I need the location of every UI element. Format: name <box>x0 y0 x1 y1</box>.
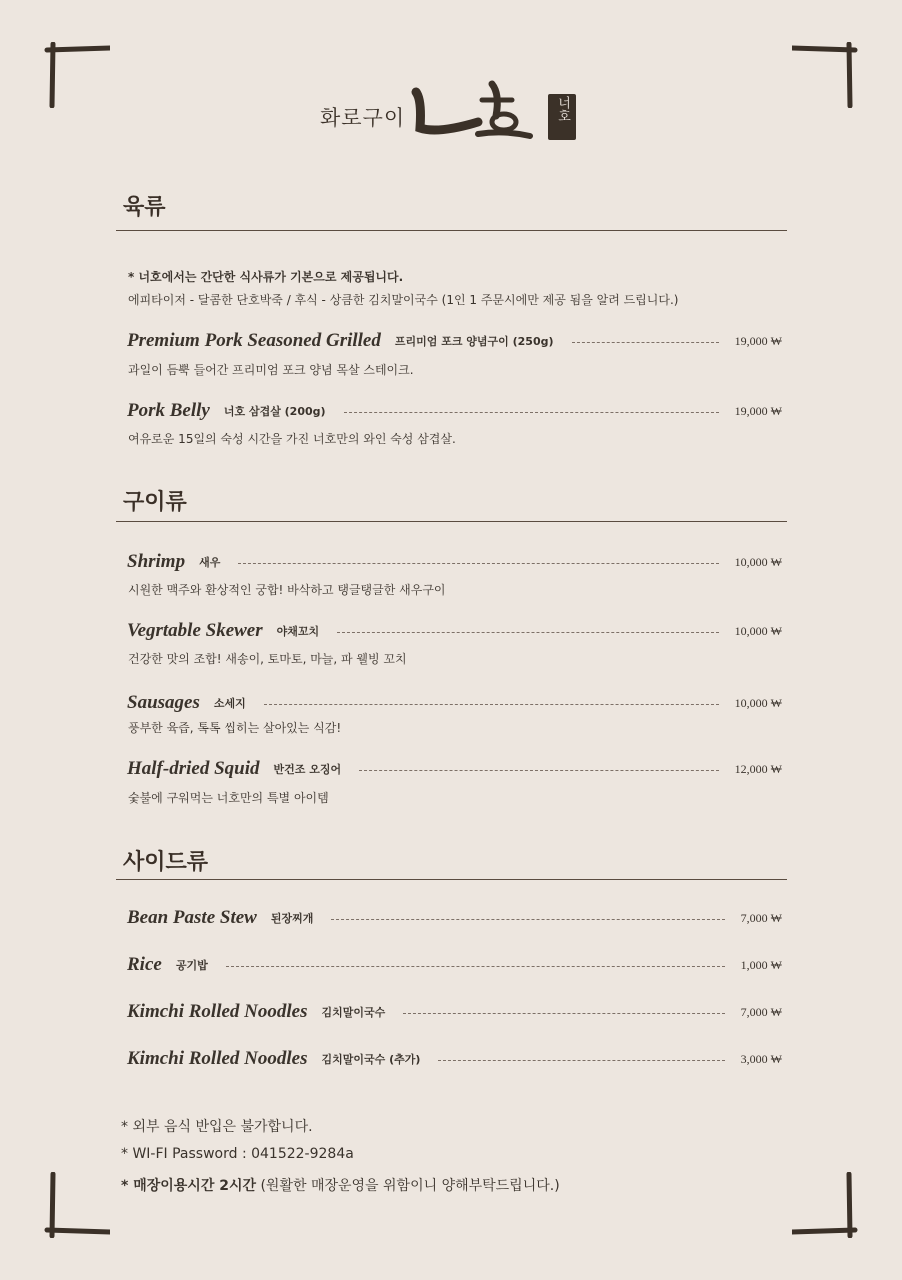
menu-item-name-ko: 너호 삼겹살 (200g) <box>223 405 326 418</box>
corner-bracket-top-right <box>792 42 858 108</box>
corner-bracket-bottom-right <box>792 1172 858 1238</box>
section-title-grill: 구이류 <box>123 490 187 515</box>
logo-seal-text: 너호 <box>555 96 570 122</box>
menu-item-price: 10,000 ₩ <box>734 623 782 638</box>
corner-bracket-bottom-left <box>44 1172 110 1238</box>
dotted-leader <box>403 1013 724 1014</box>
menu-item-price: 3,000 ₩ <box>740 1051 782 1066</box>
logo-prefix-text: 화로구이 <box>320 106 406 130</box>
menu-item-name-en: Shrimp <box>127 551 186 572</box>
menu-item <box>127 759 782 779</box>
menu-item-name-en: Premium Pork Seasoned Grilled <box>127 330 381 351</box>
menu-item-description: 숯불에 구워먹는 너호만의 특별 아이템 <box>128 791 329 805</box>
dotted-leader <box>359 770 719 771</box>
menu-item <box>127 331 782 351</box>
menu-item-name-ko: 프리미엄 포크 양념구이 (250g) <box>394 335 554 348</box>
menu-item-name-en: Rice <box>127 954 162 975</box>
menu-item <box>127 1049 782 1069</box>
footer-note-outside-food: * 외부 음식 반입은 불가합니다. <box>121 1119 313 1135</box>
section-divider <box>116 521 787 522</box>
menu-item-name-ko: 김치말이국수 (추가) <box>321 1053 421 1066</box>
dotted-leader <box>331 919 724 920</box>
menu-item-name-en: Pork Belly <box>127 400 210 421</box>
dotted-leader <box>438 1060 724 1061</box>
section-divider <box>116 230 787 231</box>
meal-included-note: * 너호에서는 간단한 식사류가 기본으로 제공됩니다. <box>128 270 404 284</box>
menu-item <box>127 693 782 713</box>
footer-time-limit-bold: * 매장이용시간 2시간 <box>121 1178 257 1194</box>
logo-seal-stamp <box>548 94 576 140</box>
menu-item-price: 19,000 ₩ <box>734 333 782 348</box>
menu-item <box>127 621 782 641</box>
menu-item-name-ko: 공기밥 <box>175 959 208 972</box>
menu-item-description: 건강한 맛의 조합! 새송이, 토마토, 마늘, 파 웰빙 꼬치 <box>128 652 407 666</box>
footer-time-limit-rest: (원활한 매장운영을 위함이니 양해부탁드립니다.) <box>256 1178 560 1194</box>
dotted-leader <box>344 412 719 413</box>
menu-item-price: 10,000 ₩ <box>734 554 782 569</box>
menu-item-name-ko: 김치말이국수 <box>321 1006 386 1019</box>
section-divider <box>116 879 787 880</box>
menu-item-name-en: Vegrtable Skewer <box>127 620 263 641</box>
menu-item-name-ko: 반건조 오징어 <box>273 763 342 776</box>
dotted-leader <box>238 563 718 564</box>
menu-item-price: 7,000 ₩ <box>740 1004 782 1019</box>
menu-item-name-en: Kimchi Rolled Noodles <box>127 1001 308 1022</box>
meal-included-detail: 에피타이저 - 달콤한 단호박죽 / 후식 - 상큼한 김치말이국수 (1인 1 주문시에만 제공 됨을 알려 드립니다.) <box>128 293 679 307</box>
menu-item <box>127 1002 782 1022</box>
menu-item-description: 과일이 듬뿍 들어간 프리미엄 포크 양념 목살 스테이크. <box>128 363 414 377</box>
menu-item <box>127 908 782 928</box>
dotted-leader <box>572 342 719 343</box>
menu-item-description: 시원한 맥주와 환상적인 궁합! 바삭하고 탱글탱글한 새우구이 <box>128 583 446 597</box>
menu-item-price: 19,000 ₩ <box>734 403 782 418</box>
section-title-meat: 육류 <box>123 195 166 220</box>
menu-item-description: 풍부한 육즙, 톡톡 씹히는 살아있는 식감! <box>128 721 342 735</box>
menu-item-price: 7,000 ₩ <box>740 910 782 925</box>
corner-bracket-top-left <box>44 42 110 108</box>
menu-item-name-en: Kimchi Rolled Noodles <box>127 1048 308 1069</box>
section-title-side: 사이드류 <box>123 850 209 875</box>
menu-item-price: 12,000 ₩ <box>734 761 782 776</box>
menu-item-name-en: Half-dried Squid <box>127 758 260 779</box>
footer-note-wifi: * WI-FI Password : 041522-9284a <box>121 1146 354 1162</box>
menu-item-name-en: Sausages <box>127 692 200 713</box>
menu-item <box>127 401 782 421</box>
menu-item-name-ko: 새우 <box>199 556 221 569</box>
dotted-leader <box>337 632 719 633</box>
menu-item-name-ko: 된장찌개 <box>270 912 314 925</box>
restaurant-logo <box>320 70 590 150</box>
menu-item-name-ko: 야채꼬치 <box>276 625 320 638</box>
footer-note-time-limit <box>121 1175 560 1195</box>
menu-item-price: 1,000 ₩ <box>740 957 782 972</box>
dotted-leader <box>264 704 719 705</box>
dotted-leader <box>226 966 725 967</box>
logo-brush-calligraphy <box>408 70 536 150</box>
menu-item <box>127 955 782 975</box>
menu-item-name-ko: 소세지 <box>213 697 246 710</box>
menu-item-price: 10,000 ₩ <box>734 695 782 710</box>
menu-item <box>127 552 782 572</box>
menu-item-name-en: Bean Paste Stew <box>127 907 257 928</box>
menu-item-description: 여유로운 15일의 숙성 시간을 가진 너호만의 와인 숙성 삼겹살. <box>128 432 456 446</box>
